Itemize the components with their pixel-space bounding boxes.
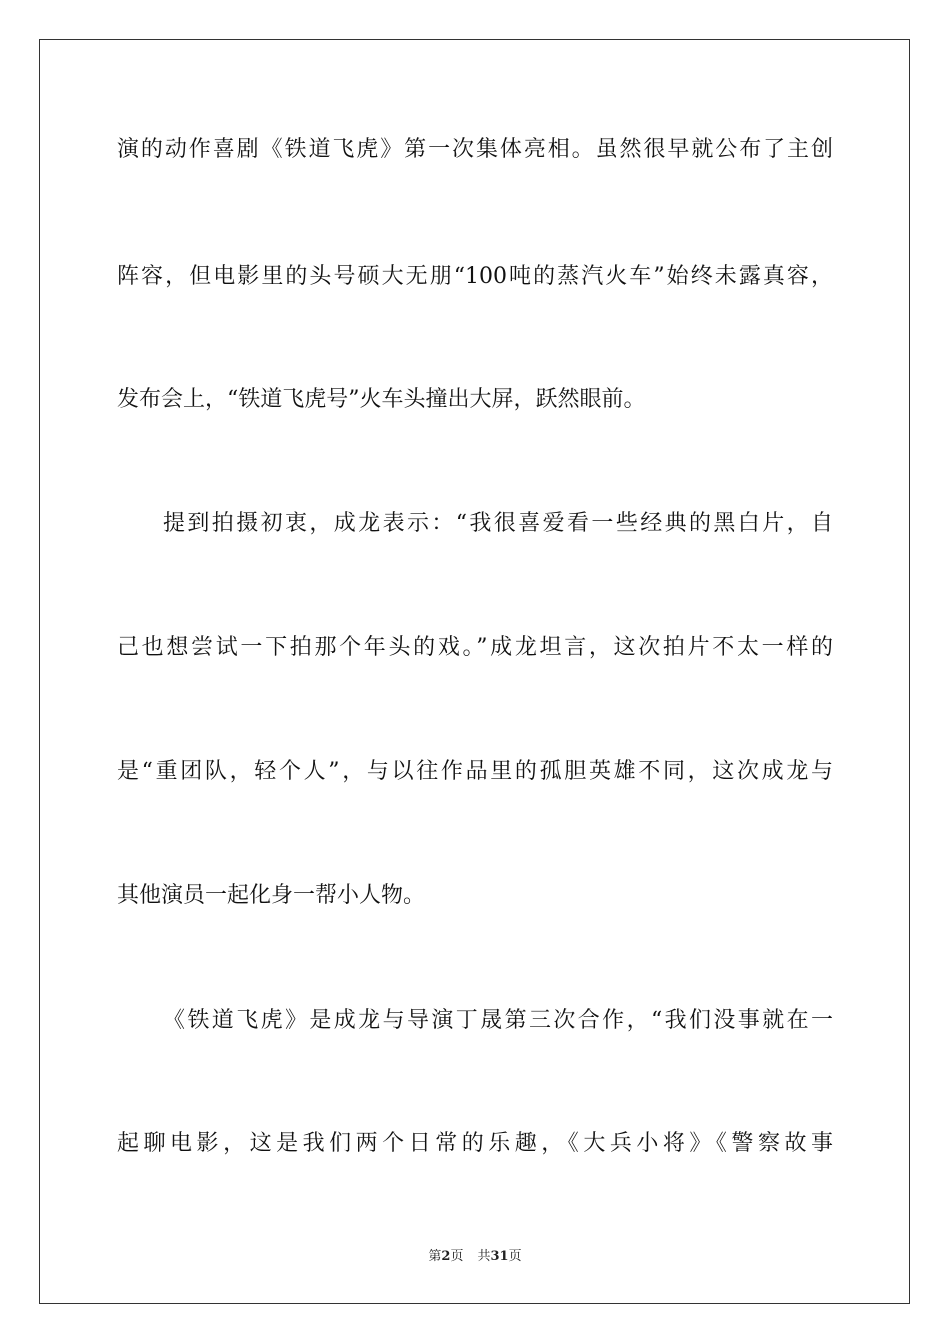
total-prefix: 共 (477, 1249, 491, 1264)
page-footer (0, 1248, 950, 1266)
total-suffix: 页 (508, 1249, 522, 1264)
page-suffix: 页 (450, 1249, 464, 1264)
paragraph-line-5: 己也想尝试一下拍那个年头的戏。”成龙坦言，这次拍片不太一样的 (117, 635, 833, 660)
page-border (39, 39, 910, 1304)
total-pages: 31 (490, 1249, 509, 1264)
paragraph-line-1: 演的动作喜剧《铁道飞虎》第一次集体亮相。虽然很早就公布了主创 (117, 137, 833, 162)
page-number: 2 (441, 1249, 451, 1264)
paragraph-line-2: 阵容，但电影里的头号硕大无朋“100吨的蒸汽火车”始终未露真容， (117, 264, 833, 289)
paragraph-line-8: 《铁道飞虎》是成龙与导演丁晟第三次合作，“我们没事就在一 (163, 1008, 833, 1033)
paragraph-line-9: 起聊电影，这是我们两个日常的乐趣，《大兵小将》《警察故事 (117, 1131, 833, 1156)
paragraph-line-6: 是“重团队，轻个人”，与以往作品里的孤胆英雄不同，这次成龙与 (117, 759, 833, 784)
page-prefix: 第 (428, 1249, 442, 1264)
paragraph-line-3: 发布会上，“铁道飞虎号”火车头撞出大屏，跃然眼前。 (117, 387, 646, 412)
paragraph-line-4: 提到拍摄初衷，成龙表示：“我很喜爱看一些经典的黑白片，自 (163, 511, 833, 536)
paragraph-line-7: 其他演员一起化身一帮小人物。 (117, 883, 426, 908)
